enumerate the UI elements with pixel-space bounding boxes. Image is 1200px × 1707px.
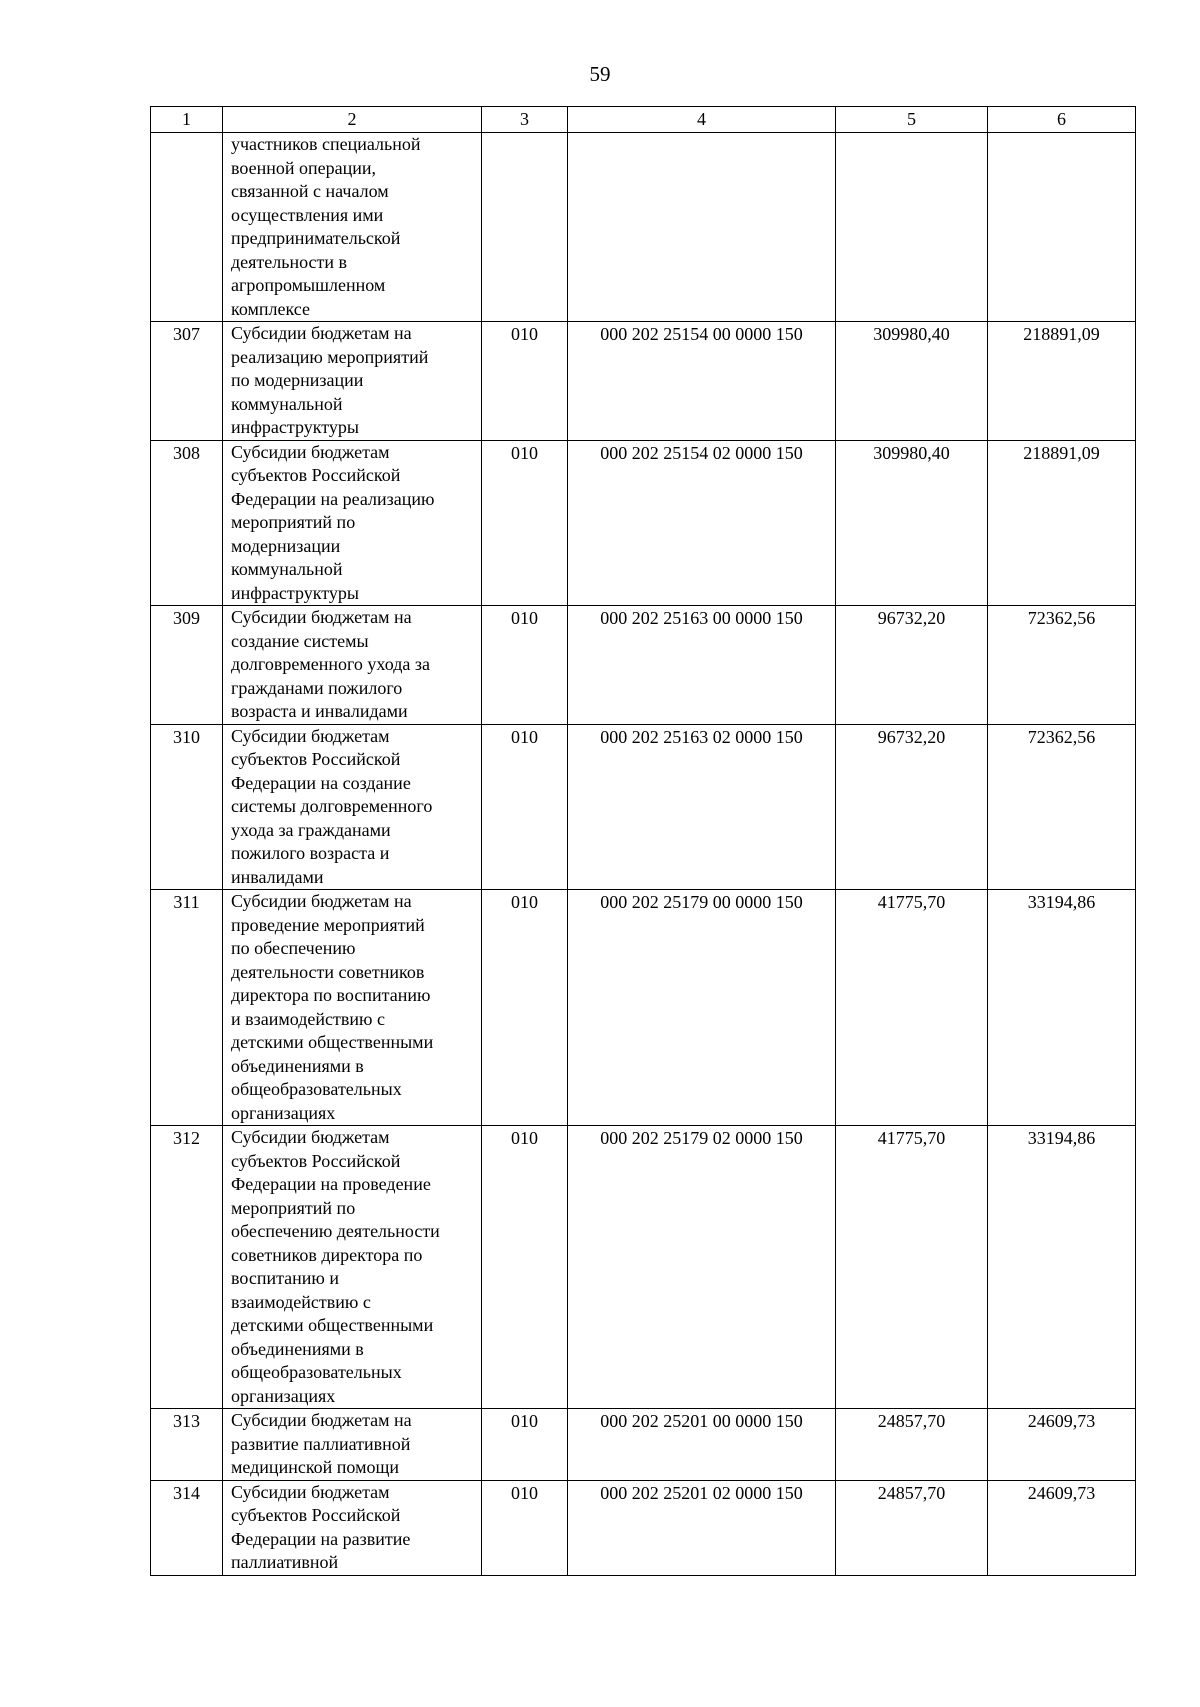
row-number: 311 xyxy=(151,890,223,1126)
row-sum-6: 218891,09 xyxy=(988,322,1136,441)
table-row xyxy=(151,890,1136,1126)
row-number: 308 xyxy=(151,440,223,606)
table-row xyxy=(151,440,1136,606)
table-row xyxy=(151,1480,1136,1575)
row-code: 010 xyxy=(482,890,568,1126)
row-name: Субсидии бюджетам на развитие паллиативной медицинской помощи xyxy=(223,1409,482,1481)
table-row xyxy=(151,1409,1136,1481)
row-number: 313 xyxy=(151,1409,223,1481)
row-number: 314 xyxy=(151,1480,223,1575)
row-kbk xyxy=(568,133,836,322)
row-sum-6: 33194,86 xyxy=(988,1126,1136,1409)
page-number: 59 xyxy=(589,62,611,86)
row-number: 310 xyxy=(151,724,223,890)
header-col-3: 3 xyxy=(482,107,568,133)
table-header xyxy=(151,107,1136,133)
row-sum-6: 24609,73 xyxy=(988,1409,1136,1481)
row-kbk: 000 202 25154 00 0000 150 xyxy=(568,322,836,441)
row-name: Субсидии бюджетам на создание системы долговременного ухода за гражданами пожилого возраста и инвалидами xyxy=(223,606,482,725)
row-code: 010 xyxy=(482,1409,568,1481)
table-body xyxy=(151,133,1136,1576)
row-sum-6: 72362,56 xyxy=(988,724,1136,890)
row-kbk: 000 202 25179 02 0000 150 xyxy=(568,1126,836,1409)
row-name: Субсидии бюджетам субъектов Российской Федерации на создание системы долговременного ухода за гражданами пожилого возраста и инвалидами xyxy=(223,724,482,890)
table-row xyxy=(151,724,1136,890)
row-name: Субсидии бюджетам субъектов Российской Федерации на проведение мероприятий по обеспечению деятельности советников директора по воспитанию и взаимодействию с детскими общественными объединениями в общеобразовательных организациях xyxy=(223,1126,482,1409)
row-sum-6: 72362,56 xyxy=(988,606,1136,725)
header-col-6: 6 xyxy=(988,107,1136,133)
row-number: 312 xyxy=(151,1126,223,1409)
row-name: Субсидии бюджетам субъектов Российской Федерации на реализацию мероприятий по модернизации коммунальной инфраструктуры xyxy=(223,440,482,606)
row-name: участников специальной военной операции, связанной с началом осуществления ими предпринимательской деятельности в агропромышленном комплексе xyxy=(223,133,482,322)
row-code: 010 xyxy=(482,724,568,890)
header-col-2: 2 xyxy=(223,107,482,133)
table-row xyxy=(151,133,1136,322)
row-name: Субсидии бюджетам субъектов Российской Федерации на развитие паллиативной xyxy=(223,1480,482,1575)
row-kbk: 000 202 25154 02 0000 150 xyxy=(568,440,836,606)
row-sum-6: 24609,73 xyxy=(988,1480,1136,1575)
row-number: 307 xyxy=(151,322,223,441)
table-row xyxy=(151,322,1136,441)
row-code xyxy=(482,133,568,322)
row-kbk: 000 202 25201 02 0000 150 xyxy=(568,1480,836,1575)
table-row xyxy=(151,1126,1136,1409)
row-name: Субсидии бюджетам на реализацию мероприятий по модернизации коммунальной инфраструктуры xyxy=(223,322,482,441)
row-kbk: 000 202 25179 00 0000 150 xyxy=(568,890,836,1126)
row-number xyxy=(151,133,223,322)
row-code: 010 xyxy=(482,440,568,606)
row-kbk: 000 202 25163 02 0000 150 xyxy=(568,724,836,890)
header-col-5: 5 xyxy=(836,107,988,133)
header-col-1: 1 xyxy=(151,107,223,133)
table-row xyxy=(151,606,1136,725)
header-row xyxy=(151,107,1136,133)
row-kbk: 000 202 25201 00 0000 150 xyxy=(568,1409,836,1481)
row-code: 010 xyxy=(482,1126,568,1409)
budget-table xyxy=(150,106,1136,1576)
row-sum-5: 309980,40 xyxy=(836,440,988,606)
row-sum-5: 41775,70 xyxy=(836,890,988,1126)
row-sum-5: 96732,20 xyxy=(836,606,988,725)
row-code: 010 xyxy=(482,322,568,441)
row-sum-5: 24857,70 xyxy=(836,1409,988,1481)
row-sum-5 xyxy=(836,133,988,322)
row-sum-6: 218891,09 xyxy=(988,440,1136,606)
row-sum-5: 41775,70 xyxy=(836,1126,988,1409)
row-code: 010 xyxy=(482,606,568,725)
row-sum-6 xyxy=(988,133,1136,322)
row-sum-5: 96732,20 xyxy=(836,724,988,890)
row-number: 309 xyxy=(151,606,223,725)
row-code: 010 xyxy=(482,1480,568,1575)
row-sum-5: 24857,70 xyxy=(836,1480,988,1575)
row-kbk: 000 202 25163 00 0000 150 xyxy=(568,606,836,725)
row-sum-6: 33194,86 xyxy=(988,890,1136,1126)
row-sum-5: 309980,40 xyxy=(836,322,988,441)
header-col-4: 4 xyxy=(568,107,836,133)
row-name: Субсидии бюджетам на проведение мероприятий по обеспечению деятельности советников директора по воспитанию и взаимодействию с детскими общественными объединениями в общеобразовательных организациях xyxy=(223,890,482,1126)
